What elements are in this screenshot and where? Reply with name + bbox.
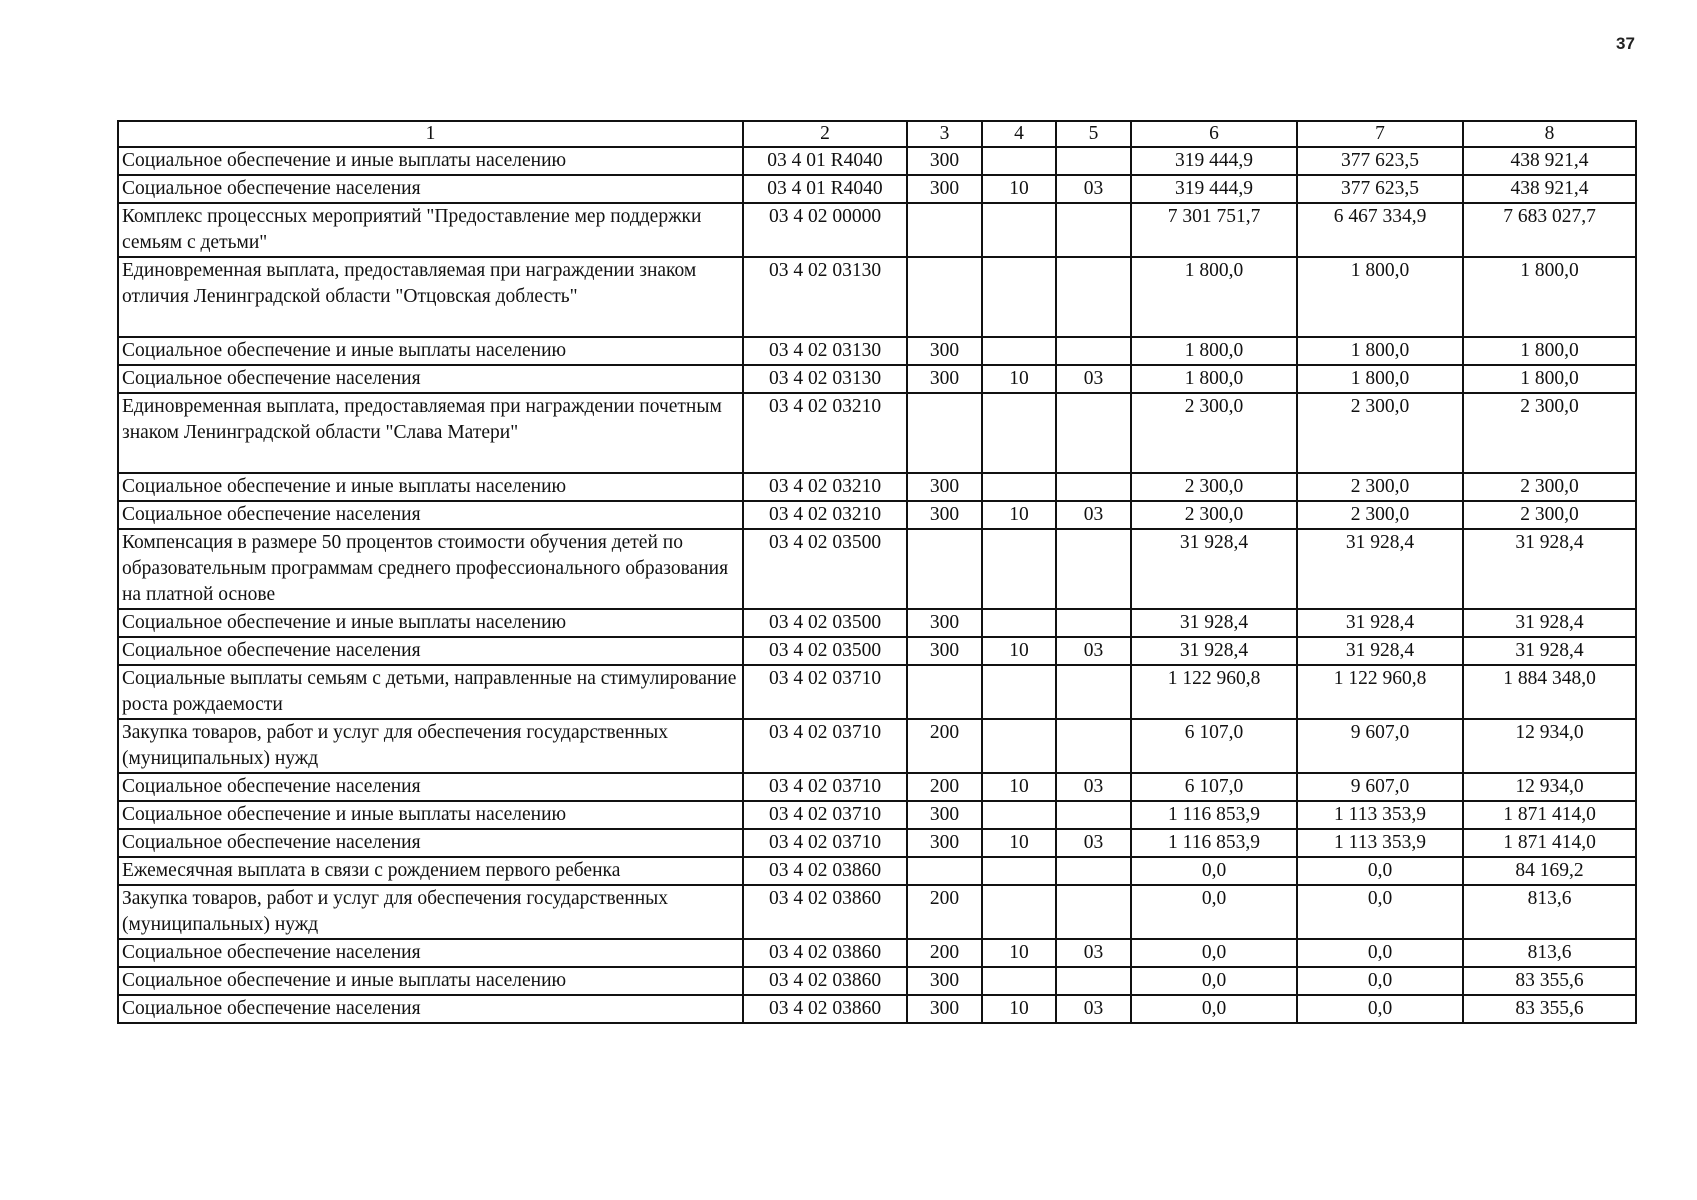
row-code-cell: 03 4 02 03210 bbox=[743, 393, 907, 473]
row-col3-cell: 300 bbox=[907, 501, 982, 529]
row-code-cell: 03 4 02 03860 bbox=[743, 857, 907, 885]
table-row bbox=[118, 175, 1636, 203]
row-value-col7-cell: 1 113 353,9 bbox=[1297, 801, 1463, 829]
row-name-cell: Социальное обеспечение населения bbox=[118, 829, 743, 857]
row-name-cell: Социальное обеспечение населения bbox=[118, 365, 743, 393]
row-name-cell: Социальное обеспечение и иные выплаты населению bbox=[118, 801, 743, 829]
row-value-col8-cell: 813,6 bbox=[1463, 885, 1636, 939]
table-row bbox=[118, 501, 1636, 529]
row-code-cell: 03 4 02 03860 bbox=[743, 885, 907, 939]
row-col4-cell bbox=[982, 665, 1056, 719]
row-value-col8-cell: 31 928,4 bbox=[1463, 609, 1636, 637]
row-col4-cell bbox=[982, 203, 1056, 257]
row-col5-cell: 03 bbox=[1056, 995, 1131, 1023]
row-value-col8-cell: 1 871 414,0 bbox=[1463, 829, 1636, 857]
row-value-col7-cell: 0,0 bbox=[1297, 995, 1463, 1023]
row-value-col6-cell: 2 300,0 bbox=[1131, 393, 1297, 473]
row-value-col6-cell: 0,0 bbox=[1131, 967, 1297, 995]
row-col4-cell: 10 bbox=[982, 829, 1056, 857]
table-row bbox=[118, 147, 1636, 175]
row-value-col8-cell: 12 934,0 bbox=[1463, 719, 1636, 773]
row-code-cell: 03 4 02 03860 bbox=[743, 995, 907, 1023]
row-col3-cell bbox=[907, 857, 982, 885]
row-value-col7-cell: 31 928,4 bbox=[1297, 609, 1463, 637]
row-code-cell: 03 4 02 03500 bbox=[743, 637, 907, 665]
row-value-col7-cell: 377 623,5 bbox=[1297, 147, 1463, 175]
row-value-col7-cell: 0,0 bbox=[1297, 939, 1463, 967]
row-value-col6-cell: 1 116 853,9 bbox=[1131, 829, 1297, 857]
row-col5-cell bbox=[1056, 801, 1131, 829]
header-row bbox=[118, 121, 1636, 147]
row-col4-cell: 10 bbox=[982, 501, 1056, 529]
row-name-cell: Закупка товаров, работ и услуг для обеспечения государственных (муниципальных) нужд bbox=[118, 885, 743, 939]
row-value-col7-cell: 0,0 bbox=[1297, 967, 1463, 995]
row-name-cell: Социальное обеспечение и иные выплаты населению bbox=[118, 337, 743, 365]
row-col5-cell bbox=[1056, 147, 1131, 175]
row-col5-cell: 03 bbox=[1056, 501, 1131, 529]
row-value-col6-cell: 0,0 bbox=[1131, 857, 1297, 885]
table-row bbox=[118, 801, 1636, 829]
row-code-cell: 03 4 02 03210 bbox=[743, 473, 907, 501]
row-col4-cell: 10 bbox=[982, 939, 1056, 967]
row-value-col6-cell: 2 300,0 bbox=[1131, 473, 1297, 501]
row-code-cell: 03 4 01 R4040 bbox=[743, 175, 907, 203]
row-value-col7-cell: 1 800,0 bbox=[1297, 365, 1463, 393]
row-col4-cell bbox=[982, 885, 1056, 939]
row-col4-cell: 10 bbox=[982, 175, 1056, 203]
row-col3-cell: 200 bbox=[907, 719, 982, 773]
row-value-col7-cell: 6 467 334,9 bbox=[1297, 203, 1463, 257]
row-value-col6-cell: 7 301 751,7 bbox=[1131, 203, 1297, 257]
row-col4-cell bbox=[982, 147, 1056, 175]
row-col3-cell: 300 bbox=[907, 995, 982, 1023]
header-col-3: 3 bbox=[907, 121, 982, 147]
row-value-col8-cell: 1 871 414,0 bbox=[1463, 801, 1636, 829]
row-code-cell: 03 4 02 03500 bbox=[743, 609, 907, 637]
row-col4-cell: 10 bbox=[982, 773, 1056, 801]
row-value-col8-cell: 84 169,2 bbox=[1463, 857, 1636, 885]
table-row bbox=[118, 829, 1636, 857]
row-col5-cell bbox=[1056, 393, 1131, 473]
row-value-col8-cell: 1 800,0 bbox=[1463, 365, 1636, 393]
row-value-col8-cell: 438 921,4 bbox=[1463, 175, 1636, 203]
row-col5-cell bbox=[1056, 719, 1131, 773]
row-value-col8-cell: 1 800,0 bbox=[1463, 257, 1636, 337]
row-name-cell: Закупка товаров, работ и услуг для обеспечения государственных (муниципальных) нужд bbox=[118, 719, 743, 773]
row-value-col6-cell: 1 122 960,8 bbox=[1131, 665, 1297, 719]
row-col4-cell bbox=[982, 857, 1056, 885]
table-row bbox=[118, 885, 1636, 939]
row-col3-cell: 200 bbox=[907, 773, 982, 801]
table-row bbox=[118, 773, 1636, 801]
row-value-col8-cell: 2 300,0 bbox=[1463, 473, 1636, 501]
row-col5-cell bbox=[1056, 609, 1131, 637]
row-col4-cell bbox=[982, 337, 1056, 365]
row-value-col7-cell: 9 607,0 bbox=[1297, 773, 1463, 801]
table-row bbox=[118, 203, 1636, 257]
row-col5-cell: 03 bbox=[1056, 773, 1131, 801]
table-row bbox=[118, 337, 1636, 365]
row-name-cell: Социальное обеспечение и иные выплаты населению bbox=[118, 473, 743, 501]
table-row bbox=[118, 257, 1636, 337]
row-col5-cell bbox=[1056, 337, 1131, 365]
row-col3-cell: 300 bbox=[907, 473, 982, 501]
row-name-cell: Социальное обеспечение населения bbox=[118, 501, 743, 529]
row-value-col6-cell: 31 928,4 bbox=[1131, 609, 1297, 637]
table-row bbox=[118, 857, 1636, 885]
row-name-cell: Социальные выплаты семьям с детьми, направленные на стимулирование роста рождаемости bbox=[118, 665, 743, 719]
row-value-col6-cell: 319 444,9 bbox=[1131, 175, 1297, 203]
table-row bbox=[118, 967, 1636, 995]
table-row bbox=[118, 665, 1636, 719]
header-col-7: 7 bbox=[1297, 121, 1463, 147]
row-col3-cell: 300 bbox=[907, 637, 982, 665]
row-name-cell: Социальное обеспечение и иные выплаты населению bbox=[118, 967, 743, 995]
row-value-col6-cell: 1 800,0 bbox=[1131, 257, 1297, 337]
page-number: 37 bbox=[1616, 34, 1635, 53]
table-row bbox=[118, 473, 1636, 501]
row-value-col6-cell: 2 300,0 bbox=[1131, 501, 1297, 529]
row-value-col8-cell: 1 800,0 bbox=[1463, 337, 1636, 365]
row-name-cell: Социальное обеспечение населения bbox=[118, 637, 743, 665]
row-col4-cell bbox=[982, 257, 1056, 337]
row-col5-cell: 03 bbox=[1056, 365, 1131, 393]
row-col4-cell: 10 bbox=[982, 995, 1056, 1023]
row-value-col8-cell: 83 355,6 bbox=[1463, 995, 1636, 1023]
row-value-col6-cell: 0,0 bbox=[1131, 885, 1297, 939]
row-value-col6-cell: 6 107,0 bbox=[1131, 773, 1297, 801]
row-value-col7-cell: 0,0 bbox=[1297, 885, 1463, 939]
row-name-cell: Единовременная выплата, предоставляемая при награждении знаком отличия Ленинградской области "Отцовская доблесть" bbox=[118, 257, 743, 337]
row-col3-cell: 300 bbox=[907, 829, 982, 857]
row-name-cell: Социальное обеспечение населения bbox=[118, 939, 743, 967]
row-name-cell: Комплекс процессных мероприятий "Предоставление мер поддержки семьям с детьми" bbox=[118, 203, 743, 257]
row-col4-cell: 10 bbox=[982, 365, 1056, 393]
row-col5-cell: 03 bbox=[1056, 939, 1131, 967]
table-row bbox=[118, 365, 1636, 393]
row-col4-cell: 10 bbox=[982, 637, 1056, 665]
row-value-col6-cell: 0,0 bbox=[1131, 939, 1297, 967]
row-col5-cell bbox=[1056, 473, 1131, 501]
table-row bbox=[118, 609, 1636, 637]
row-value-col8-cell: 31 928,4 bbox=[1463, 637, 1636, 665]
table-row bbox=[118, 637, 1636, 665]
table-body bbox=[118, 147, 1636, 1023]
header-col-8: 8 bbox=[1463, 121, 1636, 147]
row-value-col6-cell: 1 800,0 bbox=[1131, 337, 1297, 365]
row-value-col6-cell: 1 116 853,9 bbox=[1131, 801, 1297, 829]
row-code-cell: 03 4 02 03130 bbox=[743, 365, 907, 393]
row-value-col7-cell: 31 928,4 bbox=[1297, 529, 1463, 609]
row-col4-cell bbox=[982, 473, 1056, 501]
row-col3-cell: 300 bbox=[907, 801, 982, 829]
row-code-cell: 03 4 02 00000 bbox=[743, 203, 907, 257]
row-value-col6-cell: 319 444,9 bbox=[1131, 147, 1297, 175]
row-col3-cell: 200 bbox=[907, 885, 982, 939]
row-value-col8-cell: 31 928,4 bbox=[1463, 529, 1636, 609]
row-value-col7-cell: 0,0 bbox=[1297, 857, 1463, 885]
row-name-cell: Единовременная выплата, предоставляемая при награждении почетным знаком Ленинградской области "Слава Матери" bbox=[118, 393, 743, 473]
row-name-cell: Социальное обеспечение и иные выплаты населению bbox=[118, 609, 743, 637]
row-col5-cell: 03 bbox=[1056, 829, 1131, 857]
row-col3-cell: 300 bbox=[907, 147, 982, 175]
row-code-cell: 03 4 02 03710 bbox=[743, 801, 907, 829]
row-value-col8-cell: 813,6 bbox=[1463, 939, 1636, 967]
header-col-5: 5 bbox=[1056, 121, 1131, 147]
row-col5-cell bbox=[1056, 885, 1131, 939]
row-col5-cell: 03 bbox=[1056, 175, 1131, 203]
row-col3-cell: 300 bbox=[907, 609, 982, 637]
row-col3-cell bbox=[907, 257, 982, 337]
row-col4-cell bbox=[982, 393, 1056, 473]
table-row bbox=[118, 995, 1636, 1023]
row-code-cell: 03 4 02 03710 bbox=[743, 773, 907, 801]
row-name-cell: Социальное обеспечение населения bbox=[118, 995, 743, 1023]
row-value-col7-cell: 2 300,0 bbox=[1297, 473, 1463, 501]
row-col5-cell bbox=[1056, 257, 1131, 337]
table-row bbox=[118, 939, 1636, 967]
table-row bbox=[118, 393, 1636, 473]
row-name-cell: Компенсация в размере 50 процентов стоимости обучения детей по образовательным программам среднего профессионального образования на платной основе bbox=[118, 529, 743, 609]
row-col4-cell bbox=[982, 719, 1056, 773]
row-col3-cell: 200 bbox=[907, 939, 982, 967]
row-col3-cell: 300 bbox=[907, 365, 982, 393]
row-code-cell: 03 4 01 R4040 bbox=[743, 147, 907, 175]
row-value-col8-cell: 7 683 027,7 bbox=[1463, 203, 1636, 257]
row-code-cell: 03 4 02 03130 bbox=[743, 337, 907, 365]
row-code-cell: 03 4 02 03860 bbox=[743, 967, 907, 995]
header-col-1: 1 bbox=[118, 121, 743, 147]
row-value-col6-cell: 1 800,0 bbox=[1131, 365, 1297, 393]
row-name-cell: Социальное обеспечение населения bbox=[118, 175, 743, 203]
row-col3-cell: 300 bbox=[907, 967, 982, 995]
row-name-cell: Социальное обеспечение населения bbox=[118, 773, 743, 801]
row-col5-cell bbox=[1056, 967, 1131, 995]
header-col-4: 4 bbox=[982, 121, 1056, 147]
row-value-col6-cell: 6 107,0 bbox=[1131, 719, 1297, 773]
row-value-col8-cell: 12 934,0 bbox=[1463, 773, 1636, 801]
row-code-cell: 03 4 02 03710 bbox=[743, 719, 907, 773]
row-value-col7-cell: 2 300,0 bbox=[1297, 393, 1463, 473]
row-col3-cell bbox=[907, 529, 982, 609]
row-col4-cell bbox=[982, 801, 1056, 829]
row-col3-cell bbox=[907, 393, 982, 473]
row-value-col6-cell: 31 928,4 bbox=[1131, 637, 1297, 665]
row-col3-cell bbox=[907, 665, 982, 719]
row-col5-cell bbox=[1056, 665, 1131, 719]
row-value-col7-cell: 9 607,0 bbox=[1297, 719, 1463, 773]
row-value-col6-cell: 0,0 bbox=[1131, 995, 1297, 1023]
row-value-col7-cell: 31 928,4 bbox=[1297, 637, 1463, 665]
row-col5-cell bbox=[1056, 203, 1131, 257]
row-value-col8-cell: 2 300,0 bbox=[1463, 501, 1636, 529]
budget-table-container bbox=[117, 120, 1635, 1024]
row-col3-cell bbox=[907, 203, 982, 257]
row-code-cell: 03 4 02 03210 bbox=[743, 501, 907, 529]
row-name-cell: Социальное обеспечение и иные выплаты населению bbox=[118, 147, 743, 175]
row-value-col6-cell: 31 928,4 bbox=[1131, 529, 1297, 609]
row-col5-cell bbox=[1056, 857, 1131, 885]
row-code-cell: 03 4 02 03500 bbox=[743, 529, 907, 609]
row-value-col8-cell: 1 884 348,0 bbox=[1463, 665, 1636, 719]
row-value-col7-cell: 377 623,5 bbox=[1297, 175, 1463, 203]
row-code-cell: 03 4 02 03710 bbox=[743, 829, 907, 857]
row-value-col7-cell: 1 113 353,9 bbox=[1297, 829, 1463, 857]
row-col3-cell: 300 bbox=[907, 337, 982, 365]
row-value-col7-cell: 2 300,0 bbox=[1297, 501, 1463, 529]
table-row bbox=[118, 719, 1636, 773]
row-col4-cell bbox=[982, 967, 1056, 995]
row-col5-cell bbox=[1056, 529, 1131, 609]
row-col4-cell bbox=[982, 529, 1056, 609]
row-col3-cell: 300 bbox=[907, 175, 982, 203]
row-value-col8-cell: 2 300,0 bbox=[1463, 393, 1636, 473]
header-col-2: 2 bbox=[743, 121, 907, 147]
row-value-col8-cell: 438 921,4 bbox=[1463, 147, 1636, 175]
budget-table bbox=[117, 120, 1637, 1024]
row-value-col8-cell: 83 355,6 bbox=[1463, 967, 1636, 995]
header-col-6: 6 bbox=[1131, 121, 1297, 147]
table-row bbox=[118, 529, 1636, 609]
row-code-cell: 03 4 02 03130 bbox=[743, 257, 907, 337]
row-col4-cell bbox=[982, 609, 1056, 637]
row-value-col7-cell: 1 122 960,8 bbox=[1297, 665, 1463, 719]
row-col5-cell: 03 bbox=[1056, 637, 1131, 665]
row-value-col7-cell: 1 800,0 bbox=[1297, 257, 1463, 337]
row-name-cell: Ежемесячная выплата в связи с рождением первого ребенка bbox=[118, 857, 743, 885]
row-code-cell: 03 4 02 03710 bbox=[743, 665, 907, 719]
row-value-col7-cell: 1 800,0 bbox=[1297, 337, 1463, 365]
row-code-cell: 03 4 02 03860 bbox=[743, 939, 907, 967]
